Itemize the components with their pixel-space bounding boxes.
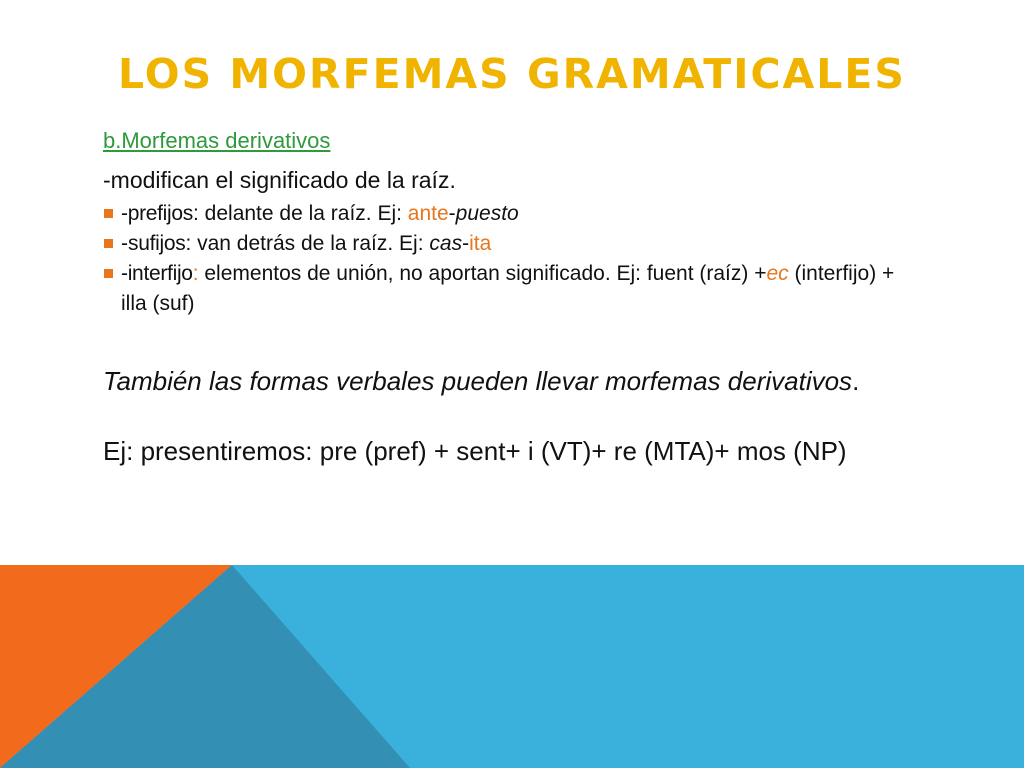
note-period: . <box>852 366 860 396</box>
example-accent: ante <box>407 202 449 225</box>
example-italic: puesto <box>455 202 519 225</box>
term-description-end: (interfijo) + illa (suf) <box>121 262 895 315</box>
slide-title: LOS MORFEMAS GRAMATICALES <box>118 50 906 98</box>
term-label: -prefijos <box>121 202 193 225</box>
example-line: Ej: presentiremos: pre (pref) + sent+ i (VT)+ re (MTA)+ mos (NP) <box>103 436 847 466</box>
term-label: sufijos <box>128 232 186 255</box>
term-label: -interfijo <box>121 262 193 285</box>
example-accent: ec <box>766 262 789 285</box>
intro-line: -modifican el significado de la raíz. <box>103 167 456 193</box>
example-separator: - <box>448 202 456 225</box>
example-accent: ita <box>469 232 492 255</box>
list-item-interfijo <box>103 259 903 319</box>
term-description: : van detrás de la raíz. Ej: <box>185 232 430 255</box>
morpheme-list <box>103 199 903 319</box>
square-bullet-icon <box>104 239 113 248</box>
section-subheading: b.Morfemas derivativos <box>103 128 331 153</box>
verbal-forms-note <box>103 366 963 397</box>
example-italic: cas <box>429 232 463 255</box>
square-bullet-icon <box>104 209 113 218</box>
term-colon: : <box>192 262 199 285</box>
term-prefix: - <box>121 232 128 255</box>
term-description: : delante de la raíz. Ej: <box>193 202 408 225</box>
decorative-band <box>0 565 1024 768</box>
term-description: elementos de unión, no aportan significado. Ej: fuent (raíz) + <box>198 262 767 285</box>
example-separator: - <box>462 232 470 255</box>
square-bullet-icon <box>104 269 113 278</box>
note-text: También las formas verbales pueden llevar morfemas derivativos <box>103 366 853 396</box>
list-item-prefijos <box>103 199 903 229</box>
list-item-sufijos <box>103 229 903 259</box>
